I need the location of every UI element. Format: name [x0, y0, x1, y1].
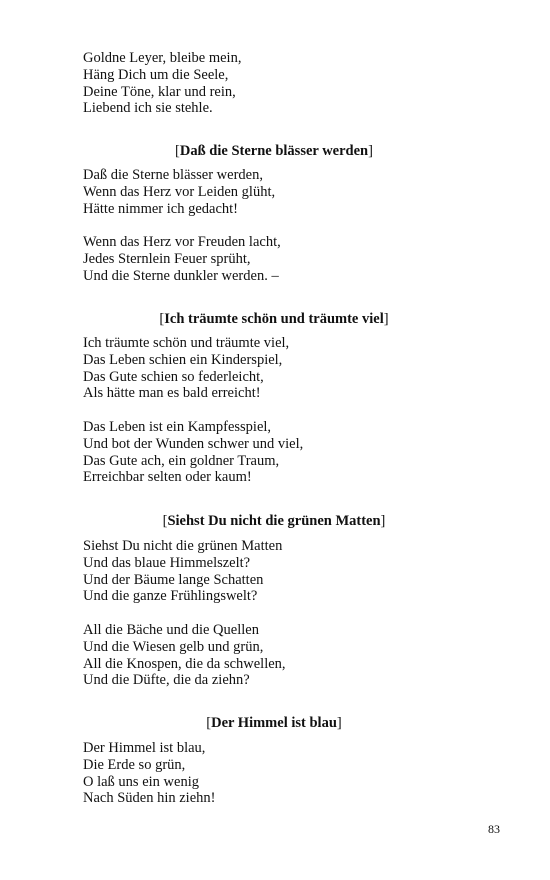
verse-line: Das Gute ach, ein goldner Traum,	[83, 452, 280, 469]
stanza	[83, 538, 282, 605]
verse-line: Ich träumte schön und träumte viel,	[83, 335, 290, 351]
verse-line: Deine Töne, klar und rein,	[83, 83, 236, 100]
verse-line: Als hätte man es bald erreicht!	[83, 385, 261, 402]
verse-line: Siehst Du nicht die grünen Matten	[83, 538, 283, 554]
verse-line: Liebend ich sie stehle.	[83, 100, 213, 117]
verse-line: Häng Dich um die Seele,	[83, 66, 229, 83]
stanza	[83, 740, 215, 807]
stanza	[83, 167, 275, 217]
verse-line: O laß uns ein wenig	[83, 773, 199, 790]
verse-line: All die Knospen, die da schwellen,	[83, 655, 286, 672]
verse-line: Und das blaue Himmelszelt?	[83, 554, 251, 571]
verse-line: Die Erde so grün,	[83, 756, 186, 773]
stanza	[83, 335, 289, 402]
poem-title: [Siehst Du nicht die grünen Matten]	[162, 513, 386, 529]
verse-line: Jedes Sternlein Feuer sprüht,	[83, 250, 251, 267]
verse-line: Und die ganze Frühlingswelt?	[83, 588, 258, 605]
verse-line: Und bot der Wunden schwer und viel,	[83, 435, 304, 452]
stanza	[83, 234, 281, 284]
poem-title-text: Der Himmel ist blau	[211, 715, 337, 731]
poem-title: [Der Himmel ist blau]	[206, 715, 342, 731]
verse-line: Und die Wiesen gelb und grün,	[83, 638, 264, 655]
poem-title-text: Ich träumte schön und träumte viel	[164, 311, 384, 327]
poem-title: [Ich träumte schön und träumte viel]	[159, 311, 389, 327]
page-number: 83	[488, 822, 500, 836]
poem-title: [Daß die Sterne blässer werden]	[175, 143, 373, 159]
verse-line: Wenn das Herz vor Freuden lacht,	[83, 234, 281, 250]
verse-line: Goldne Leyer, bleibe mein,	[83, 50, 242, 66]
stanza	[83, 622, 286, 689]
verse-line: Hätte nimmer ich gedacht!	[83, 200, 239, 217]
stanza	[83, 50, 241, 117]
verse-line: Nach Süden hin ziehn!	[83, 790, 216, 807]
poem-title-text: Daß die Sterne blässer werden	[179, 143, 369, 159]
verse-line: Das Gute schien so federleicht,	[83, 368, 264, 385]
verse-line: Daß die Sterne blässer werden,	[83, 167, 263, 183]
verse-line: Wenn das Herz vor Leiden glüht,	[83, 183, 276, 200]
verse-line: Der Himmel ist blau,	[83, 740, 206, 756]
stanza	[83, 419, 303, 486]
verse-line: Und die Düfte, die da ziehn?	[83, 672, 250, 689]
poem-title-text: Siehst Du nicht die grünen Matten	[167, 513, 381, 529]
verse-line: Das Leben ist ein Kampfesspiel,	[83, 419, 272, 435]
verse-line: Das Leben schien ein Kinderspiel,	[83, 351, 283, 368]
verse-line: Erreichbar selten oder kaum!	[83, 469, 252, 486]
verse-line: All die Bäche und die Quellen	[83, 622, 259, 638]
verse-line: Und der Bäume lange Schatten	[83, 571, 264, 588]
verse-line: Und die Sterne dunkler werden. –	[83, 267, 279, 284]
